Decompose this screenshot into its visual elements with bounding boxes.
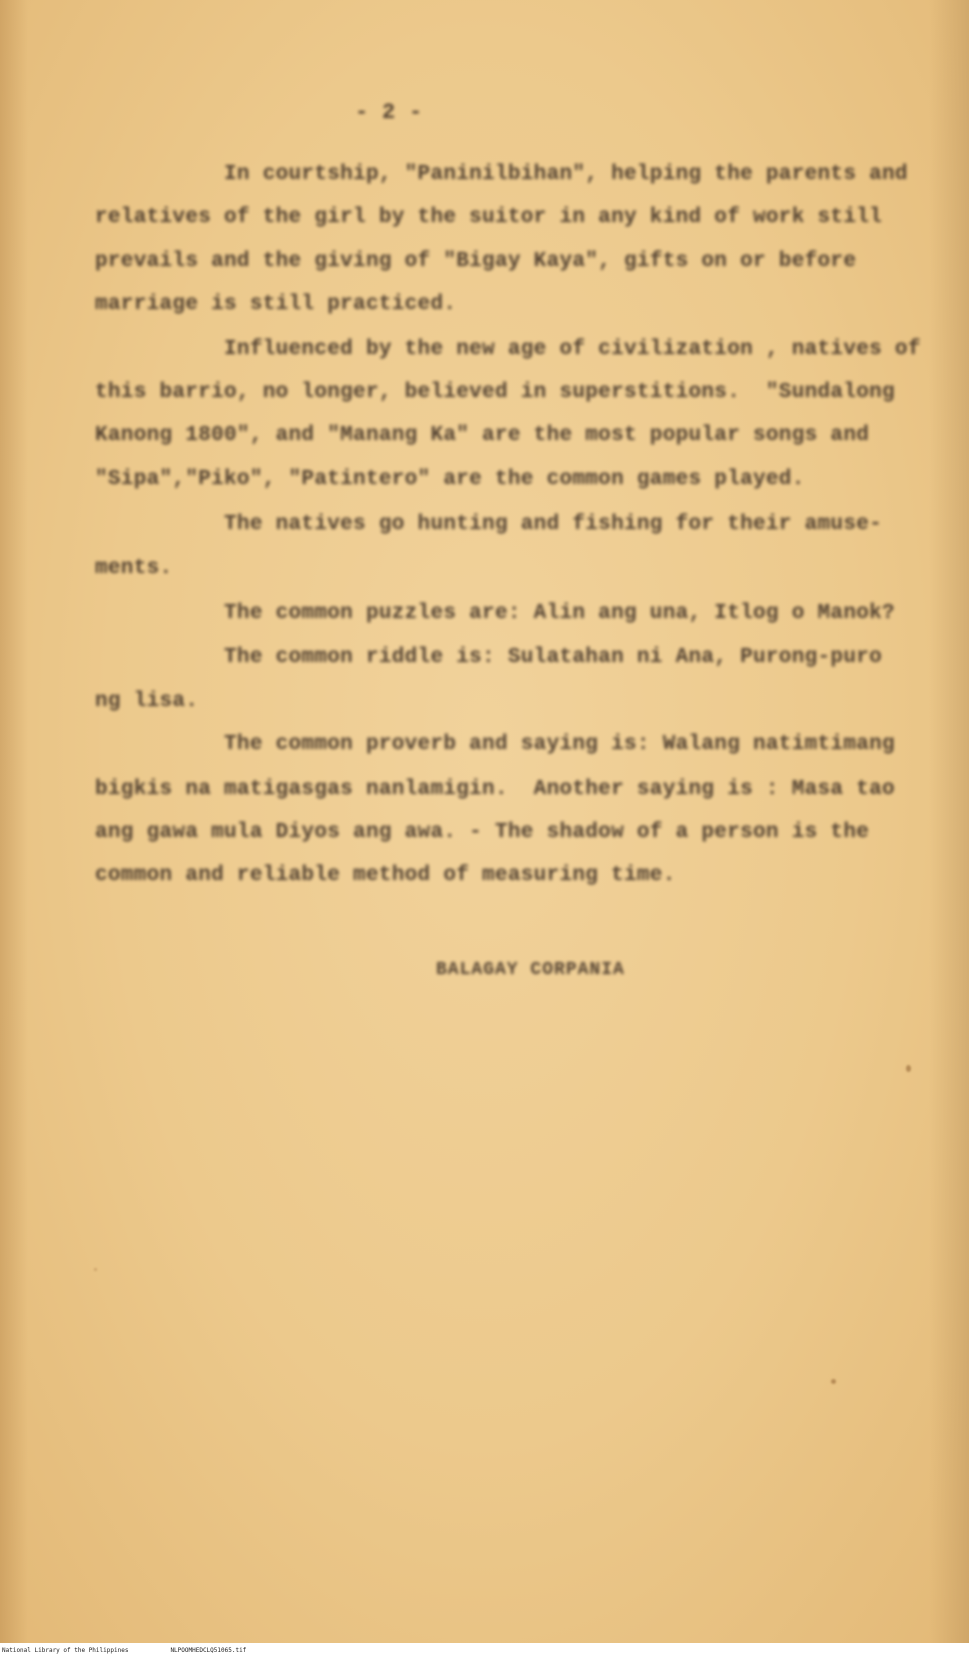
text-line: The common proverb and saying is: Walang natimtimang [95,733,895,756]
text-line: this barrio, no longer, believed in superstitions. "Sundalong [95,381,895,404]
text-line: common and reliable method of measuring time. [95,864,676,887]
text-line: marriage is still practiced. [95,293,457,316]
footer-file-name: NLPOOMHEDCLQ51065.tif [170,1647,247,1654]
text-line: ang gawa mula Diyos ang awa. - The shadow of a person is the [95,821,870,844]
footer-library-name: National Library of the Philippines [2,1647,129,1654]
signature-name: BALAGAY CORPANIA [436,960,625,980]
text-line: ng lisa. [95,690,199,713]
text-line: Kanong 1800", and "Manang Ka" are the most popular songs and [95,424,870,447]
page-number: - 2 - [355,100,423,125]
stain-spot [94,1268,97,1271]
text-line: The common puzzles are: Alin ang una, Itlog o Manok? [95,602,895,625]
text-line: In courtship, "Paninilbihan", helping the parents and [95,163,908,186]
text-line: relatives of the girl by the suitor in any kind of work still [95,206,883,229]
text-line: bigkis na matigasgas nanlamigin. Another saying is : Masa tao [95,778,895,801]
text-line: "Sipa","Piko", "Patintero" are the common games played. [95,468,805,491]
text-line: Influenced by the new age of civilization , natives of [95,338,921,361]
scan-footer [0,1643,969,1658]
text-line: prevails and the giving of "Bigay Kaya", gifts on or before [95,250,857,273]
text-line: The natives go hunting and fishing for their amuse- [95,513,883,536]
text-line: ments. [95,557,173,580]
stain-spot [831,1379,836,1384]
text-line: The common riddle is: Sulatahan ni Ana, Purong-puro [95,646,883,669]
stain-spot [906,1065,911,1072]
